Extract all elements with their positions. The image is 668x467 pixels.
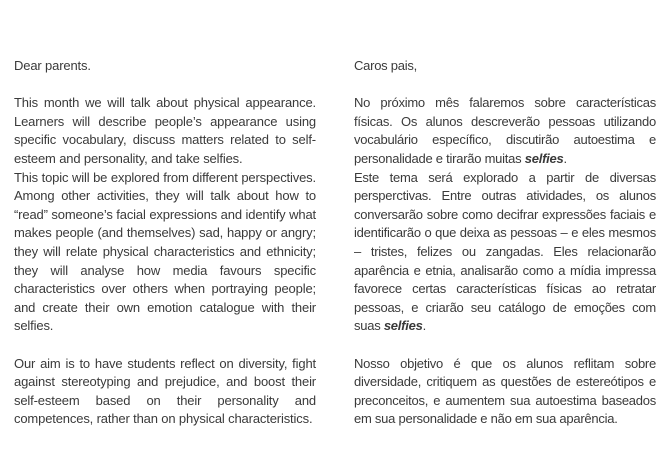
- english-paragraph-3: Our aim is to have students reflect on diversity, fight against stereotyping and prejudice, and boost their self-esteem based on their personality and competences, rather than on physical characteristics.: [14, 355, 316, 427]
- selfies-emphasis: selfies: [383, 318, 423, 334]
- portuguese-paragraph-2-text: Este tema será explorado a partir de diversas persperctivas. Entre outras atividades, os alunos conversarão sobre como decifrar expressões faciais e identificarão o que deixa as pessoas – e eles mesmos – tristes, felizes ou zangadas. Eles relacionarão aparência e etnia, analisarão como a mídia impressa favorece certas características físicas ao retratar pessoas, e criarão seu catálogo de emoções com suas: [354, 169, 656, 334]
- english-paragraph-2: This topic will be explored from different perspectives. Among other activities, they will talk about how to “read” someone’s facial expressions and identify what makes people (and themselves) sad, happy or angry; they will relate physical characteristics and ethnicity; they will analyse how media favours specific characteristics over others when portraying people; and create their own emotion catalogue with their selfies.: [14, 169, 316, 334]
- portuguese-paragraph-2-end: .: [422, 318, 426, 334]
- english-column: [14, 57, 316, 429]
- portuguese-paragraph-1-end: .: [563, 150, 567, 166]
- selfies-emphasis: selfies: [524, 150, 564, 166]
- english-paragraph-1: This month we will talk about physical appearance. Learners will describe people’s appearance using specific vocabulary, discuss matters related to self-esteem and personality, and take selfies.: [14, 95, 316, 166]
- portuguese-paragraph-1: [354, 94, 656, 168]
- portuguese-paragraph-1-text: No próximo mês falaremos sobre características físicas. Os alunos descreverão pessoas utilizando vocabulário específico, discutirão autoestima e personalidade e tirarão muitas: [354, 95, 656, 166]
- portuguese-greeting: Caros pais,: [354, 58, 417, 73]
- portuguese-paragraph-2: [354, 169, 656, 336]
- portuguese-paragraph-3: Nosso objetivo é que os alunos reflitam sobre diversidade, critiquem as questões de estereótipos e preconceitos, e aumentem sua autoestima baseados em sua personalidade e não em sua aparência.: [354, 355, 656, 427]
- portuguese-column: [354, 57, 656, 429]
- english-greeting: Dear parents.: [14, 58, 91, 73]
